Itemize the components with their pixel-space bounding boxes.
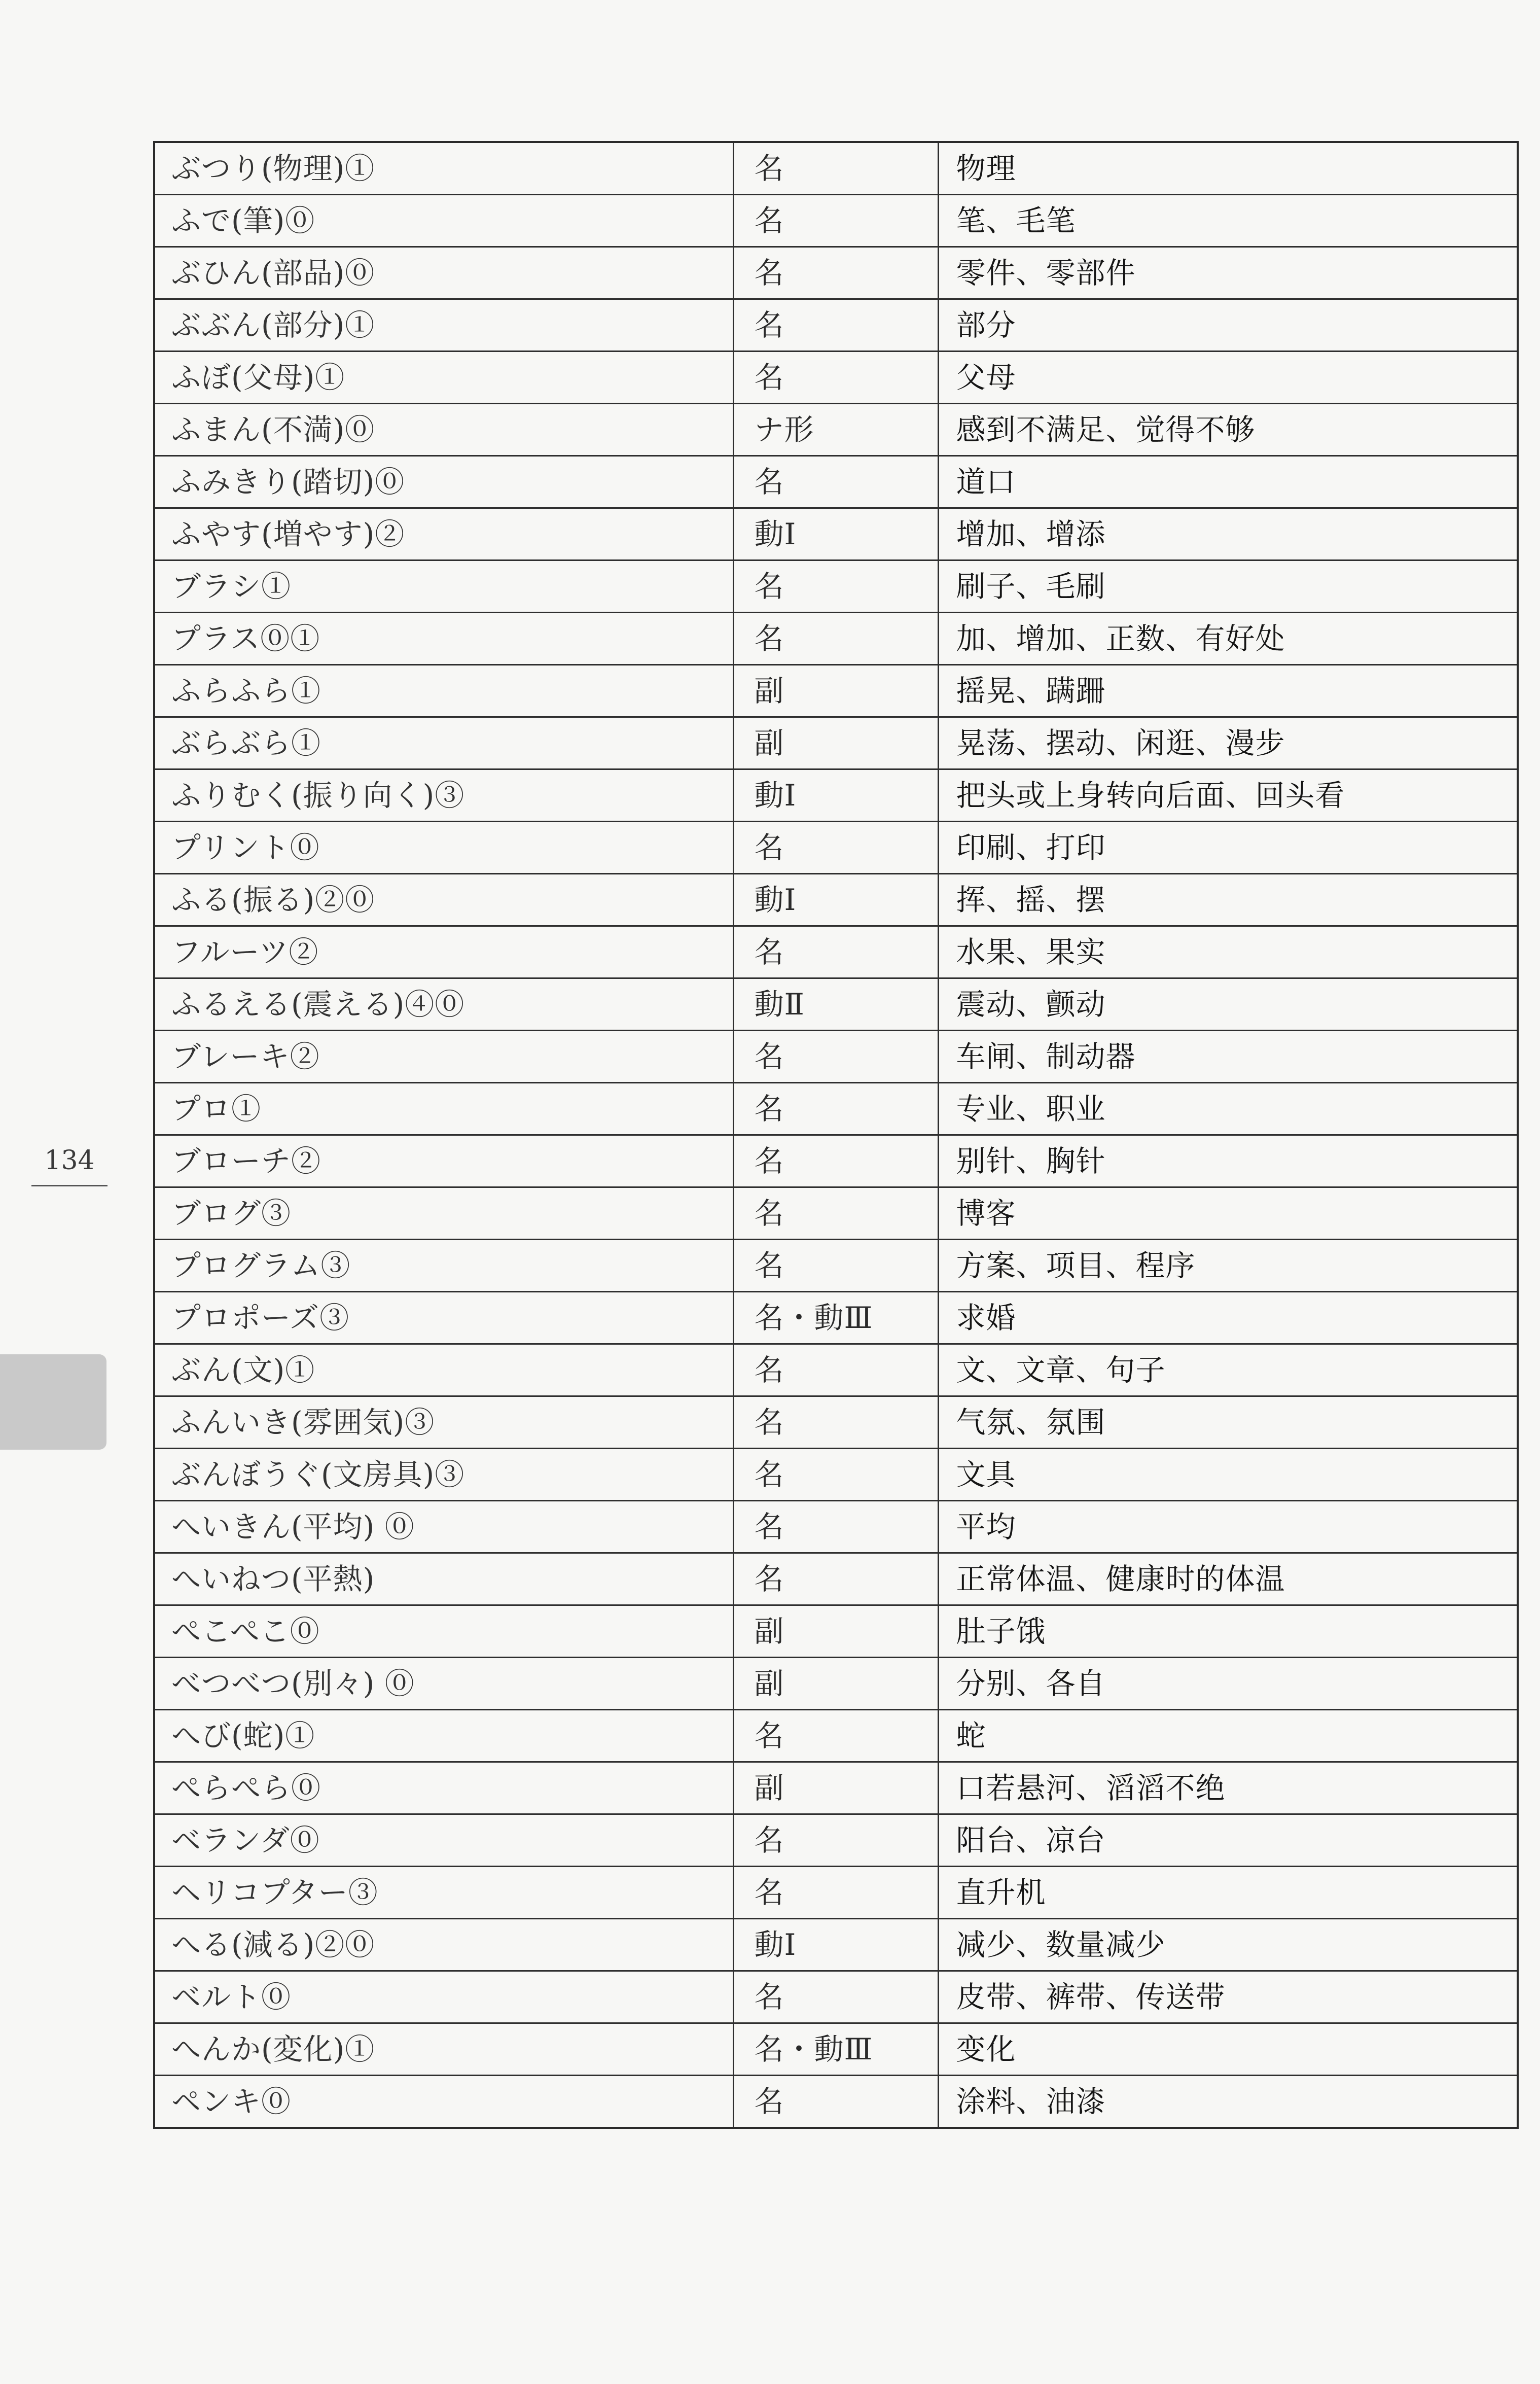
meaning-cell: 方案、项目、程序 bbox=[938, 1240, 1518, 1292]
meaning-cell: 文、文章、句子 bbox=[938, 1344, 1518, 1396]
meaning-cell: 正常体温、健康时的体温 bbox=[938, 1553, 1518, 1605]
table-row bbox=[154, 1292, 1518, 1344]
part-of-speech-cell: 名 bbox=[733, 1814, 938, 1867]
word-cell: ぶんぼうぐ(文房具)③ bbox=[154, 1449, 733, 1501]
word-cell: プロポーズ③ bbox=[154, 1292, 733, 1344]
word-cell: へいきん(平均) ⓪ bbox=[154, 1501, 733, 1553]
word-cell: ふるえる(震える)④⓪ bbox=[154, 978, 733, 1031]
word-cell: ブレーキ② bbox=[154, 1031, 733, 1083]
part-of-speech-cell: 副 bbox=[733, 665, 938, 717]
table-row bbox=[154, 1919, 1518, 1971]
table-row bbox=[154, 1658, 1518, 1710]
word-cell: ぺらぺら⓪ bbox=[154, 1762, 733, 1814]
table-row bbox=[154, 560, 1518, 613]
meaning-cell: 笔、毛笔 bbox=[938, 195, 1518, 247]
word-cell: ヘリコプター③ bbox=[154, 1867, 733, 1919]
meaning-cell: 蛇 bbox=[938, 1710, 1518, 1762]
word-cell: へいねつ(平熱) bbox=[154, 1553, 733, 1605]
table-row bbox=[154, 926, 1518, 978]
table-row bbox=[154, 978, 1518, 1031]
part-of-speech-cell: 名 bbox=[733, 926, 938, 978]
part-of-speech-cell: 名 bbox=[733, 299, 938, 352]
word-cell: ふりむく(振り向く)③ bbox=[154, 769, 733, 822]
meaning-cell: 求婚 bbox=[938, 1292, 1518, 1344]
word-cell: へんか(変化)① bbox=[154, 2023, 733, 2076]
word-cell: ぺこぺこ⓪ bbox=[154, 1605, 733, 1658]
part-of-speech-cell: 動Ⅰ bbox=[733, 874, 938, 926]
word-cell: ブローチ② bbox=[154, 1135, 733, 1187]
meaning-cell: 摇晃、蹒跚 bbox=[938, 665, 1518, 717]
word-cell: へび(蛇)① bbox=[154, 1710, 733, 1762]
meaning-cell: 减少、数量减少 bbox=[938, 1919, 1518, 1971]
meaning-cell: 父母 bbox=[938, 352, 1518, 404]
word-cell: ベランダ⓪ bbox=[154, 1814, 733, 1867]
part-of-speech-cell: 名 bbox=[733, 195, 938, 247]
part-of-speech-cell: 副 bbox=[733, 1605, 938, 1658]
table-row bbox=[154, 508, 1518, 560]
meaning-cell: 水果、果实 bbox=[938, 926, 1518, 978]
part-of-speech-cell: 名 bbox=[733, 560, 938, 613]
word-cell: ふやす(増やす)② bbox=[154, 508, 733, 560]
table-row bbox=[154, 874, 1518, 926]
word-cell: プリント⓪ bbox=[154, 822, 733, 874]
table-row bbox=[154, 1240, 1518, 1292]
meaning-cell: 震动、颤动 bbox=[938, 978, 1518, 1031]
meaning-cell: 阳台、凉台 bbox=[938, 1814, 1518, 1867]
meaning-cell: 肚子饿 bbox=[938, 1605, 1518, 1658]
word-cell: ふんいき(雰囲気)③ bbox=[154, 1396, 733, 1449]
table-row bbox=[154, 352, 1518, 404]
table-row bbox=[154, 2076, 1518, 2128]
meaning-cell: 部分 bbox=[938, 299, 1518, 352]
part-of-speech-cell: ナ形 bbox=[733, 404, 938, 456]
table-row bbox=[154, 1553, 1518, 1605]
table-row bbox=[154, 1605, 1518, 1658]
part-of-speech-cell: 動Ⅰ bbox=[733, 508, 938, 560]
part-of-speech-cell: 副 bbox=[733, 717, 938, 769]
meaning-cell: 皮带、裤带、传送带 bbox=[938, 1971, 1518, 2023]
part-of-speech-cell: 名 bbox=[733, 247, 938, 299]
part-of-speech-cell: 名・動Ⅲ bbox=[733, 2023, 938, 2076]
table-row bbox=[154, 769, 1518, 822]
word-cell: ふみきり(踏切)⓪ bbox=[154, 456, 733, 508]
word-cell: ぶひん(部品)⓪ bbox=[154, 247, 733, 299]
part-of-speech-cell: 名 bbox=[733, 1396, 938, 1449]
word-cell: ベルト⓪ bbox=[154, 1971, 733, 2023]
part-of-speech-cell: 名 bbox=[733, 822, 938, 874]
table-row bbox=[154, 1710, 1518, 1762]
word-cell: ふまん(不満)⓪ bbox=[154, 404, 733, 456]
part-of-speech-cell: 副 bbox=[733, 1658, 938, 1710]
word-cell: プログラム③ bbox=[154, 1240, 733, 1292]
word-cell: ブログ③ bbox=[154, 1187, 733, 1240]
table-row bbox=[154, 1083, 1518, 1135]
meaning-cell: 变化 bbox=[938, 2023, 1518, 2076]
part-of-speech-cell: 名・動Ⅲ bbox=[733, 1292, 938, 1344]
table-row bbox=[154, 1187, 1518, 1240]
word-cell: ペンキ⓪ bbox=[154, 2076, 733, 2128]
word-cell: ブラシ① bbox=[154, 560, 733, 613]
meaning-cell: 挥、摇、摆 bbox=[938, 874, 1518, 926]
word-cell: ぶぶん(部分)① bbox=[154, 299, 733, 352]
table-row bbox=[154, 1135, 1518, 1187]
table-row bbox=[154, 247, 1518, 299]
meaning-cell: 晃荡、摆动、闲逛、漫步 bbox=[938, 717, 1518, 769]
part-of-speech-cell: 名 bbox=[733, 142, 938, 195]
meaning-cell: 感到不满足、觉得不够 bbox=[938, 404, 1518, 456]
vocabulary-table bbox=[153, 141, 1519, 2129]
meaning-cell: 加、增加、正数、有好处 bbox=[938, 613, 1518, 665]
meaning-cell: 气氛、氛围 bbox=[938, 1396, 1518, 1449]
meaning-cell: 增加、增添 bbox=[938, 508, 1518, 560]
word-cell: へる(減る)②⓪ bbox=[154, 1919, 733, 1971]
word-cell: べつべつ(別々) ⓪ bbox=[154, 1658, 733, 1710]
part-of-speech-cell: 名 bbox=[733, 1710, 938, 1762]
part-of-speech-cell: 名 bbox=[733, 1135, 938, 1187]
part-of-speech-cell: 副 bbox=[733, 1762, 938, 1814]
part-of-speech-cell: 名 bbox=[733, 1083, 938, 1135]
table-row bbox=[154, 142, 1518, 195]
vocabulary-table-body bbox=[154, 142, 1518, 2128]
table-row bbox=[154, 1449, 1518, 1501]
word-cell: ふらふら① bbox=[154, 665, 733, 717]
part-of-speech-cell: 名 bbox=[733, 1449, 938, 1501]
table-row bbox=[154, 822, 1518, 874]
meaning-cell: 文具 bbox=[938, 1449, 1518, 1501]
chapter-side-tab bbox=[0, 1354, 106, 1450]
part-of-speech-cell: 動Ⅰ bbox=[733, 769, 938, 822]
meaning-cell: 口若悬河、滔滔不绝 bbox=[938, 1762, 1518, 1814]
part-of-speech-cell: 名 bbox=[733, 613, 938, 665]
table-row bbox=[154, 1396, 1518, 1449]
part-of-speech-cell: 名 bbox=[733, 1501, 938, 1553]
part-of-speech-cell: 動Ⅰ bbox=[733, 1919, 938, 1971]
table-row bbox=[154, 299, 1518, 352]
table-row bbox=[154, 1501, 1518, 1553]
table-row bbox=[154, 665, 1518, 717]
meaning-cell: 直升机 bbox=[938, 1867, 1518, 1919]
table-row bbox=[154, 1814, 1518, 1867]
table-row bbox=[154, 1971, 1518, 2023]
page-number: 134 bbox=[44, 1145, 95, 1176]
meaning-cell: 专业、职业 bbox=[938, 1083, 1518, 1135]
table-row bbox=[154, 1344, 1518, 1396]
table-row bbox=[154, 1762, 1518, 1814]
table-row bbox=[154, 456, 1518, 508]
meaning-cell: 印刷、打印 bbox=[938, 822, 1518, 874]
part-of-speech-cell: 名 bbox=[733, 1867, 938, 1919]
table-row bbox=[154, 1867, 1518, 1919]
word-cell: プラス⓪① bbox=[154, 613, 733, 665]
table-row bbox=[154, 404, 1518, 456]
part-of-speech-cell: 名 bbox=[733, 1187, 938, 1240]
word-cell: ふる(振る)②⓪ bbox=[154, 874, 733, 926]
word-cell: ぶらぶら① bbox=[154, 717, 733, 769]
word-cell: ふで(筆)⓪ bbox=[154, 195, 733, 247]
table-row bbox=[154, 195, 1518, 247]
page-number-underline bbox=[31, 1185, 108, 1186]
word-cell: フルーツ② bbox=[154, 926, 733, 978]
word-cell: ぶつり(物理)① bbox=[154, 142, 733, 195]
meaning-cell: 分别、各自 bbox=[938, 1658, 1518, 1710]
meaning-cell: 车闸、制动器 bbox=[938, 1031, 1518, 1083]
meaning-cell: 博客 bbox=[938, 1187, 1518, 1240]
table-row bbox=[154, 717, 1518, 769]
part-of-speech-cell: 名 bbox=[733, 1344, 938, 1396]
part-of-speech-cell: 動Ⅱ bbox=[733, 978, 938, 1031]
meaning-cell: 平均 bbox=[938, 1501, 1518, 1553]
table-row bbox=[154, 1031, 1518, 1083]
meaning-cell: 别针、胸针 bbox=[938, 1135, 1518, 1187]
meaning-cell: 道口 bbox=[938, 456, 1518, 508]
part-of-speech-cell: 名 bbox=[733, 2076, 938, 2128]
table-row bbox=[154, 613, 1518, 665]
word-cell: ぶん(文)① bbox=[154, 1344, 733, 1396]
meaning-cell: 刷子、毛刷 bbox=[938, 560, 1518, 613]
meaning-cell: 把头或上身转向后面、回头看 bbox=[938, 769, 1518, 822]
meaning-cell: 涂料、油漆 bbox=[938, 2076, 1518, 2128]
part-of-speech-cell: 名 bbox=[733, 456, 938, 508]
part-of-speech-cell: 名 bbox=[733, 1971, 938, 2023]
part-of-speech-cell: 名 bbox=[733, 1031, 938, 1083]
meaning-cell: 物理 bbox=[938, 142, 1518, 195]
table-row bbox=[154, 2023, 1518, 2076]
part-of-speech-cell: 名 bbox=[733, 1553, 938, 1605]
word-cell: ふぼ(父母)① bbox=[154, 352, 733, 404]
word-cell: プロ① bbox=[154, 1083, 733, 1135]
part-of-speech-cell: 名 bbox=[733, 352, 938, 404]
part-of-speech-cell: 名 bbox=[733, 1240, 938, 1292]
meaning-cell: 零件、零部件 bbox=[938, 247, 1518, 299]
